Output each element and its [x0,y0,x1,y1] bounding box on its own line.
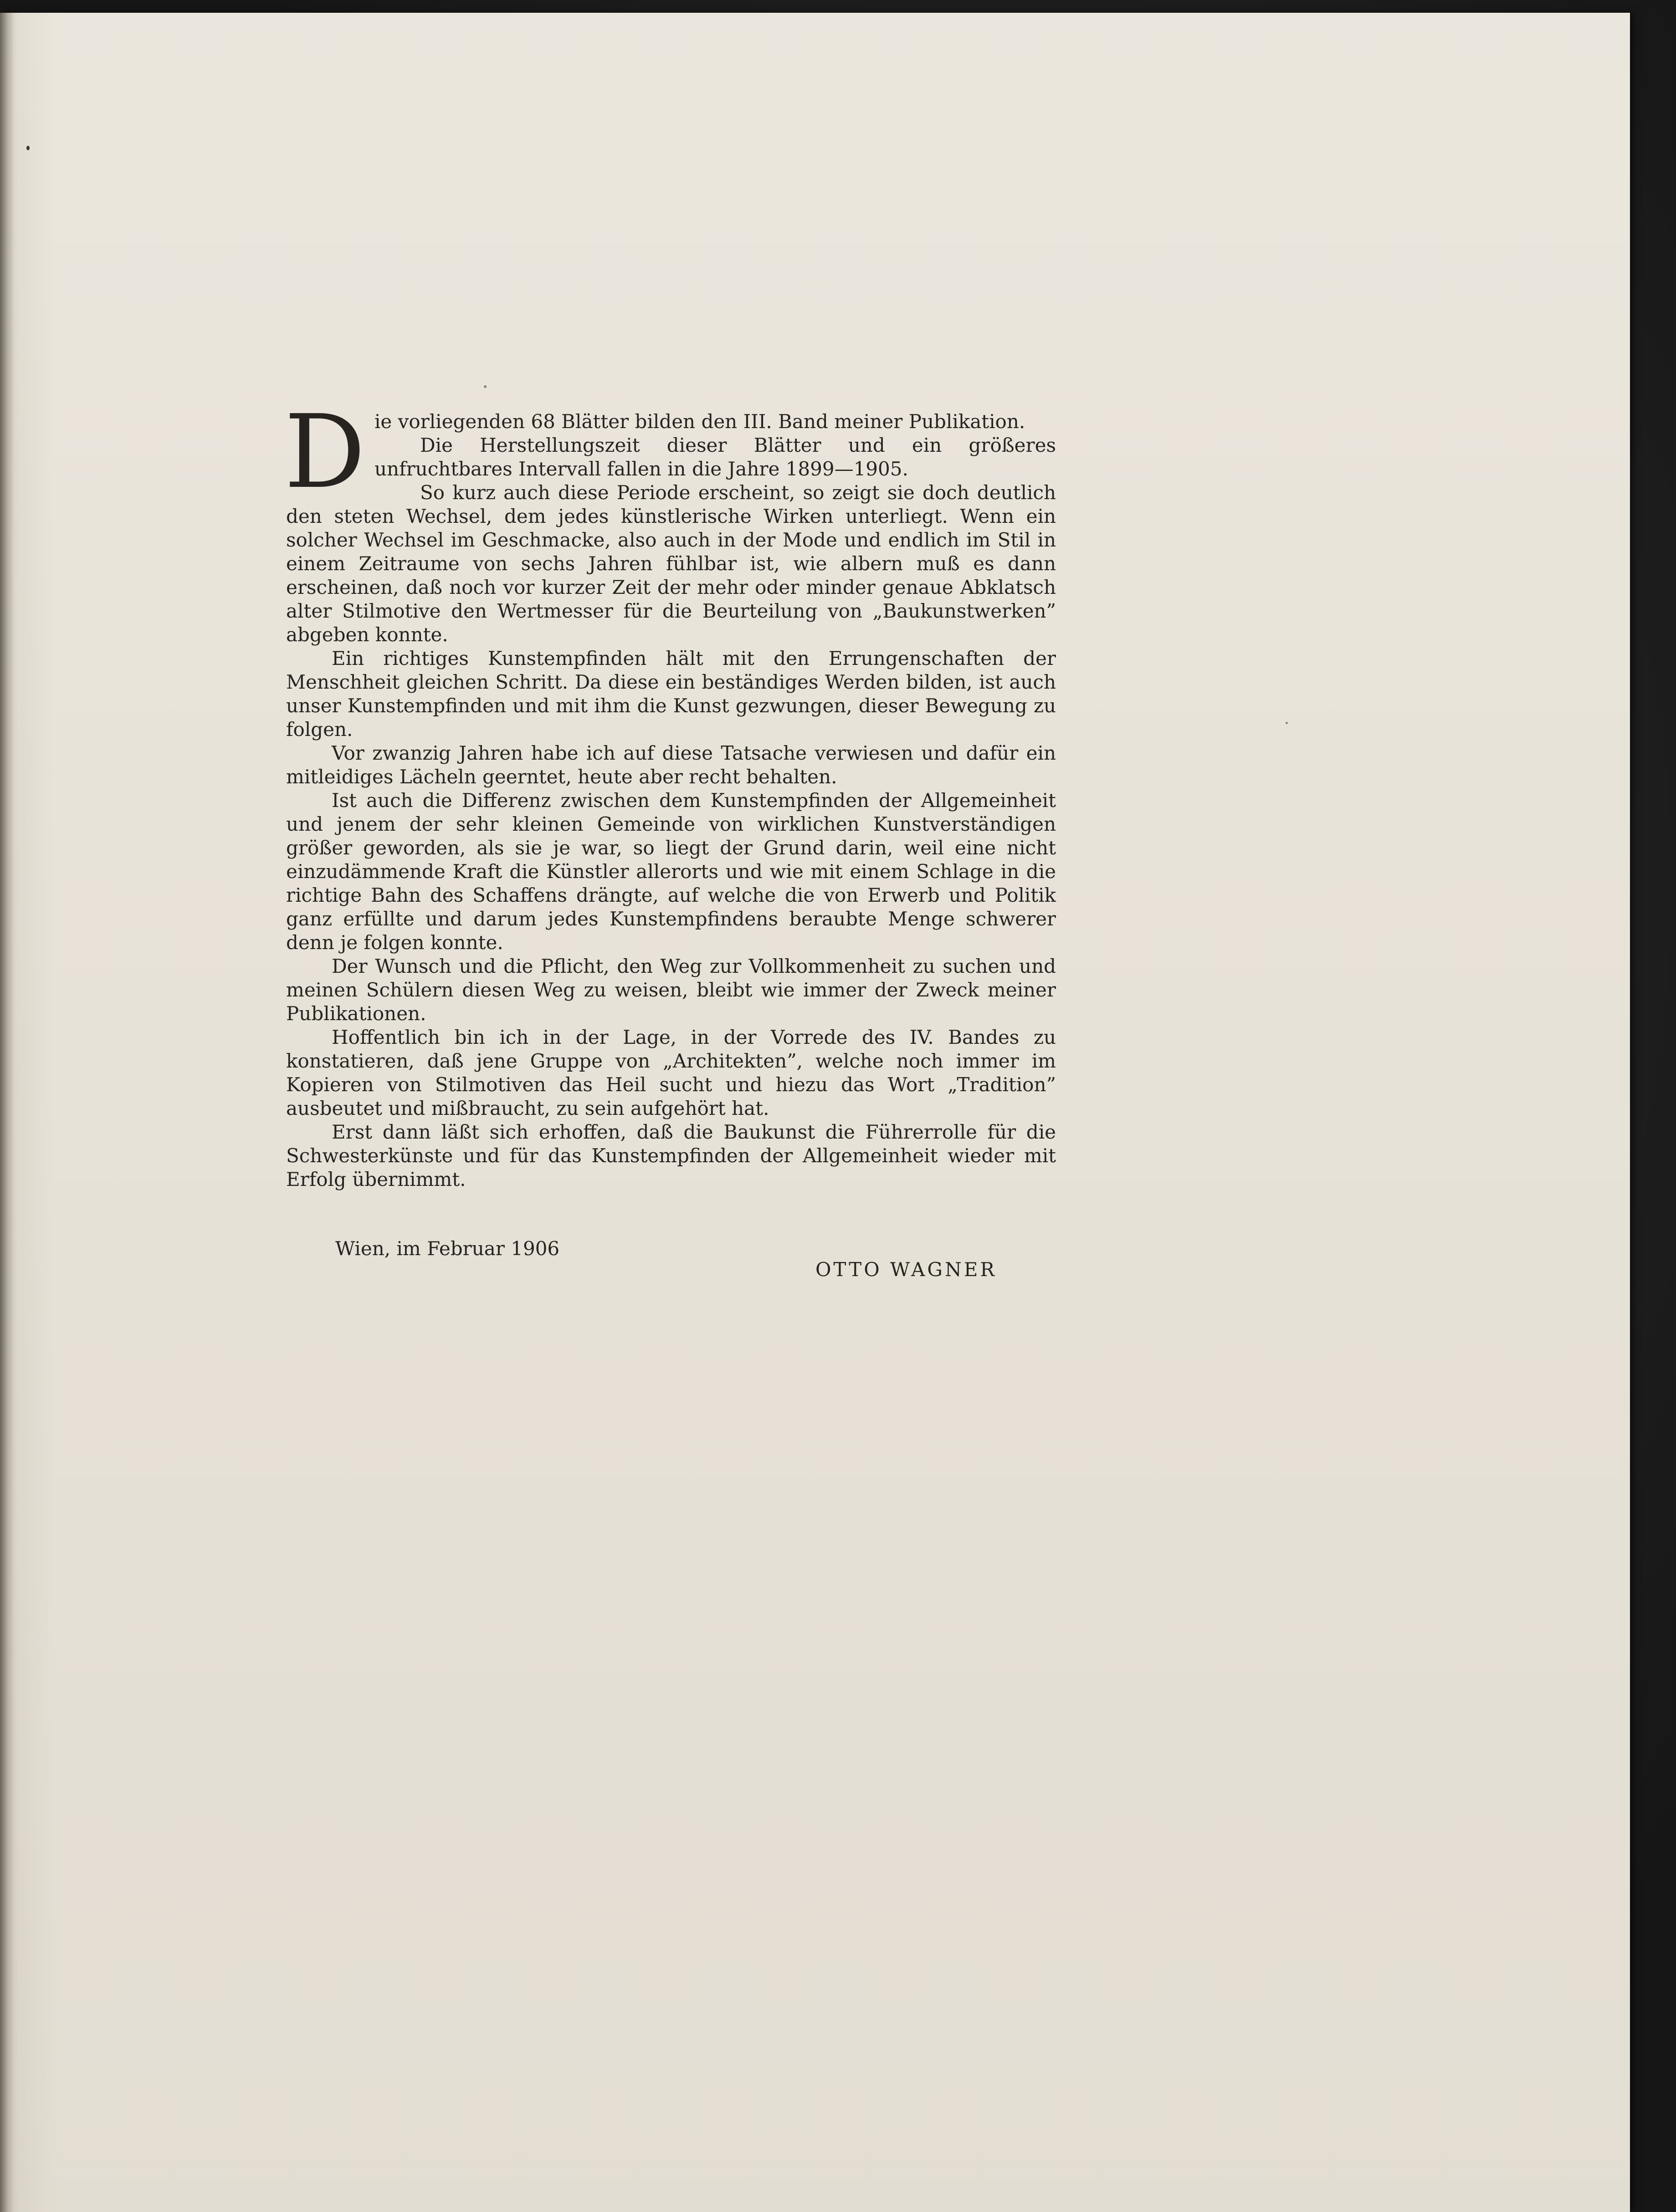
paragraph-1: ie vorliegenden 68 Blätter bilden den III. Band meiner Publikation. [374,410,1025,433]
signature: OTTO WAGNER [815,1258,997,1281]
page-spine-edge [0,13,14,2212]
paragraph-5: Vor zwanzig Jahren habe ich auf diese Tatsache verwiesen und dafür ein mitleidiges Lächeln geerntet, heute aber recht behalten. [286,742,1056,788]
paragraph-2: Die Herstellungszeit dieser Blätter und ein größeres unfruchtbares Intervall fallen in die Jahre 1899—1905. [374,434,1056,480]
paragraph-7: Der Wunsch und die Pflicht, den Weg zur Vollkommenheit zu suchen und meinen Schülern diesen Weg zu weisen, bleibt wie immer der Zweck meiner Publikationen. [286,955,1056,1025]
paragraph-6: Ist auch die Differenz zwischen dem Kunstempfinden der Allgemeinheit und jenem der sehr kleinen Gemeinde von wirklichen Kunstverständigen größer geworden, als sie je war, so liegt der Grund darin, weil eine nicht einzudämmende Kraft die Künstler allerorts und wie mit einem Schlage in die richtige Bahn des Schaffens drängte, auf welche die von Erwerb und Politik ganz erfüllte und darum jedes Kunstempfindens beraubte Menge schwerer denn je folgen konnte. [286,789,1056,954]
dateline: Wien, im Februar 1906 [335,1237,560,1260]
foreword-text [284,393,1056,1191]
paragraph-8: Hoffentlich bin ich in der Lage, in der Vorrede des IV. Bandes zu konstatieren, daß jene Gruppe von „Architekten”, welche noch immer im Kopieren von Stilmotiven das Heil sucht und hiezu das Wort „Tradition” ausbeutet und mißbraucht, zu sein aufgehört hat. [286,1026,1056,1119]
paragraph-3: So kurz auch diese Periode erscheint, so zeigt sie doch deutlich den steten Wechsel, dem jedes künstlerische Wirken unterliegt. Wenn ein solcher Wechsel im Geschmacke, also auch in der Mode und endlich im Stil in einem Zeitraume von sechs Jahren fühlbar ist, wie albern muß es dann erscheinen, daß noch vor kurzer Zeit der mehr oder minder genaue Abklatsch alter Stilmotive den Wertmesser für die Beurteilung von „Baukunstwerken” abgeben konnte. [286,481,1056,646]
paragraph-9: Erst dann läßt sich erhoffen, daß die Baukunst die Führerrolle für die Schwesterkünste und für das Kunstempfinden der Allgemeinheit wieder mit Erfolg übernimmt. [286,1121,1056,1190]
paper-speck [1286,722,1288,724]
drop-cap: D [284,393,365,511]
paragraph-4: Ein richtiges Kunstempfinden hält mit den Errungenschaften der Menschheit gleichen Schritt. Da diese ein beständiges Werden bilden, ist auch unser Kunstempfinden und mit ihm die Kunst gezwungen, dieser Bewegung zu folgen. [286,647,1056,741]
paper-speck [484,385,487,388]
paper-speck [26,146,30,150]
